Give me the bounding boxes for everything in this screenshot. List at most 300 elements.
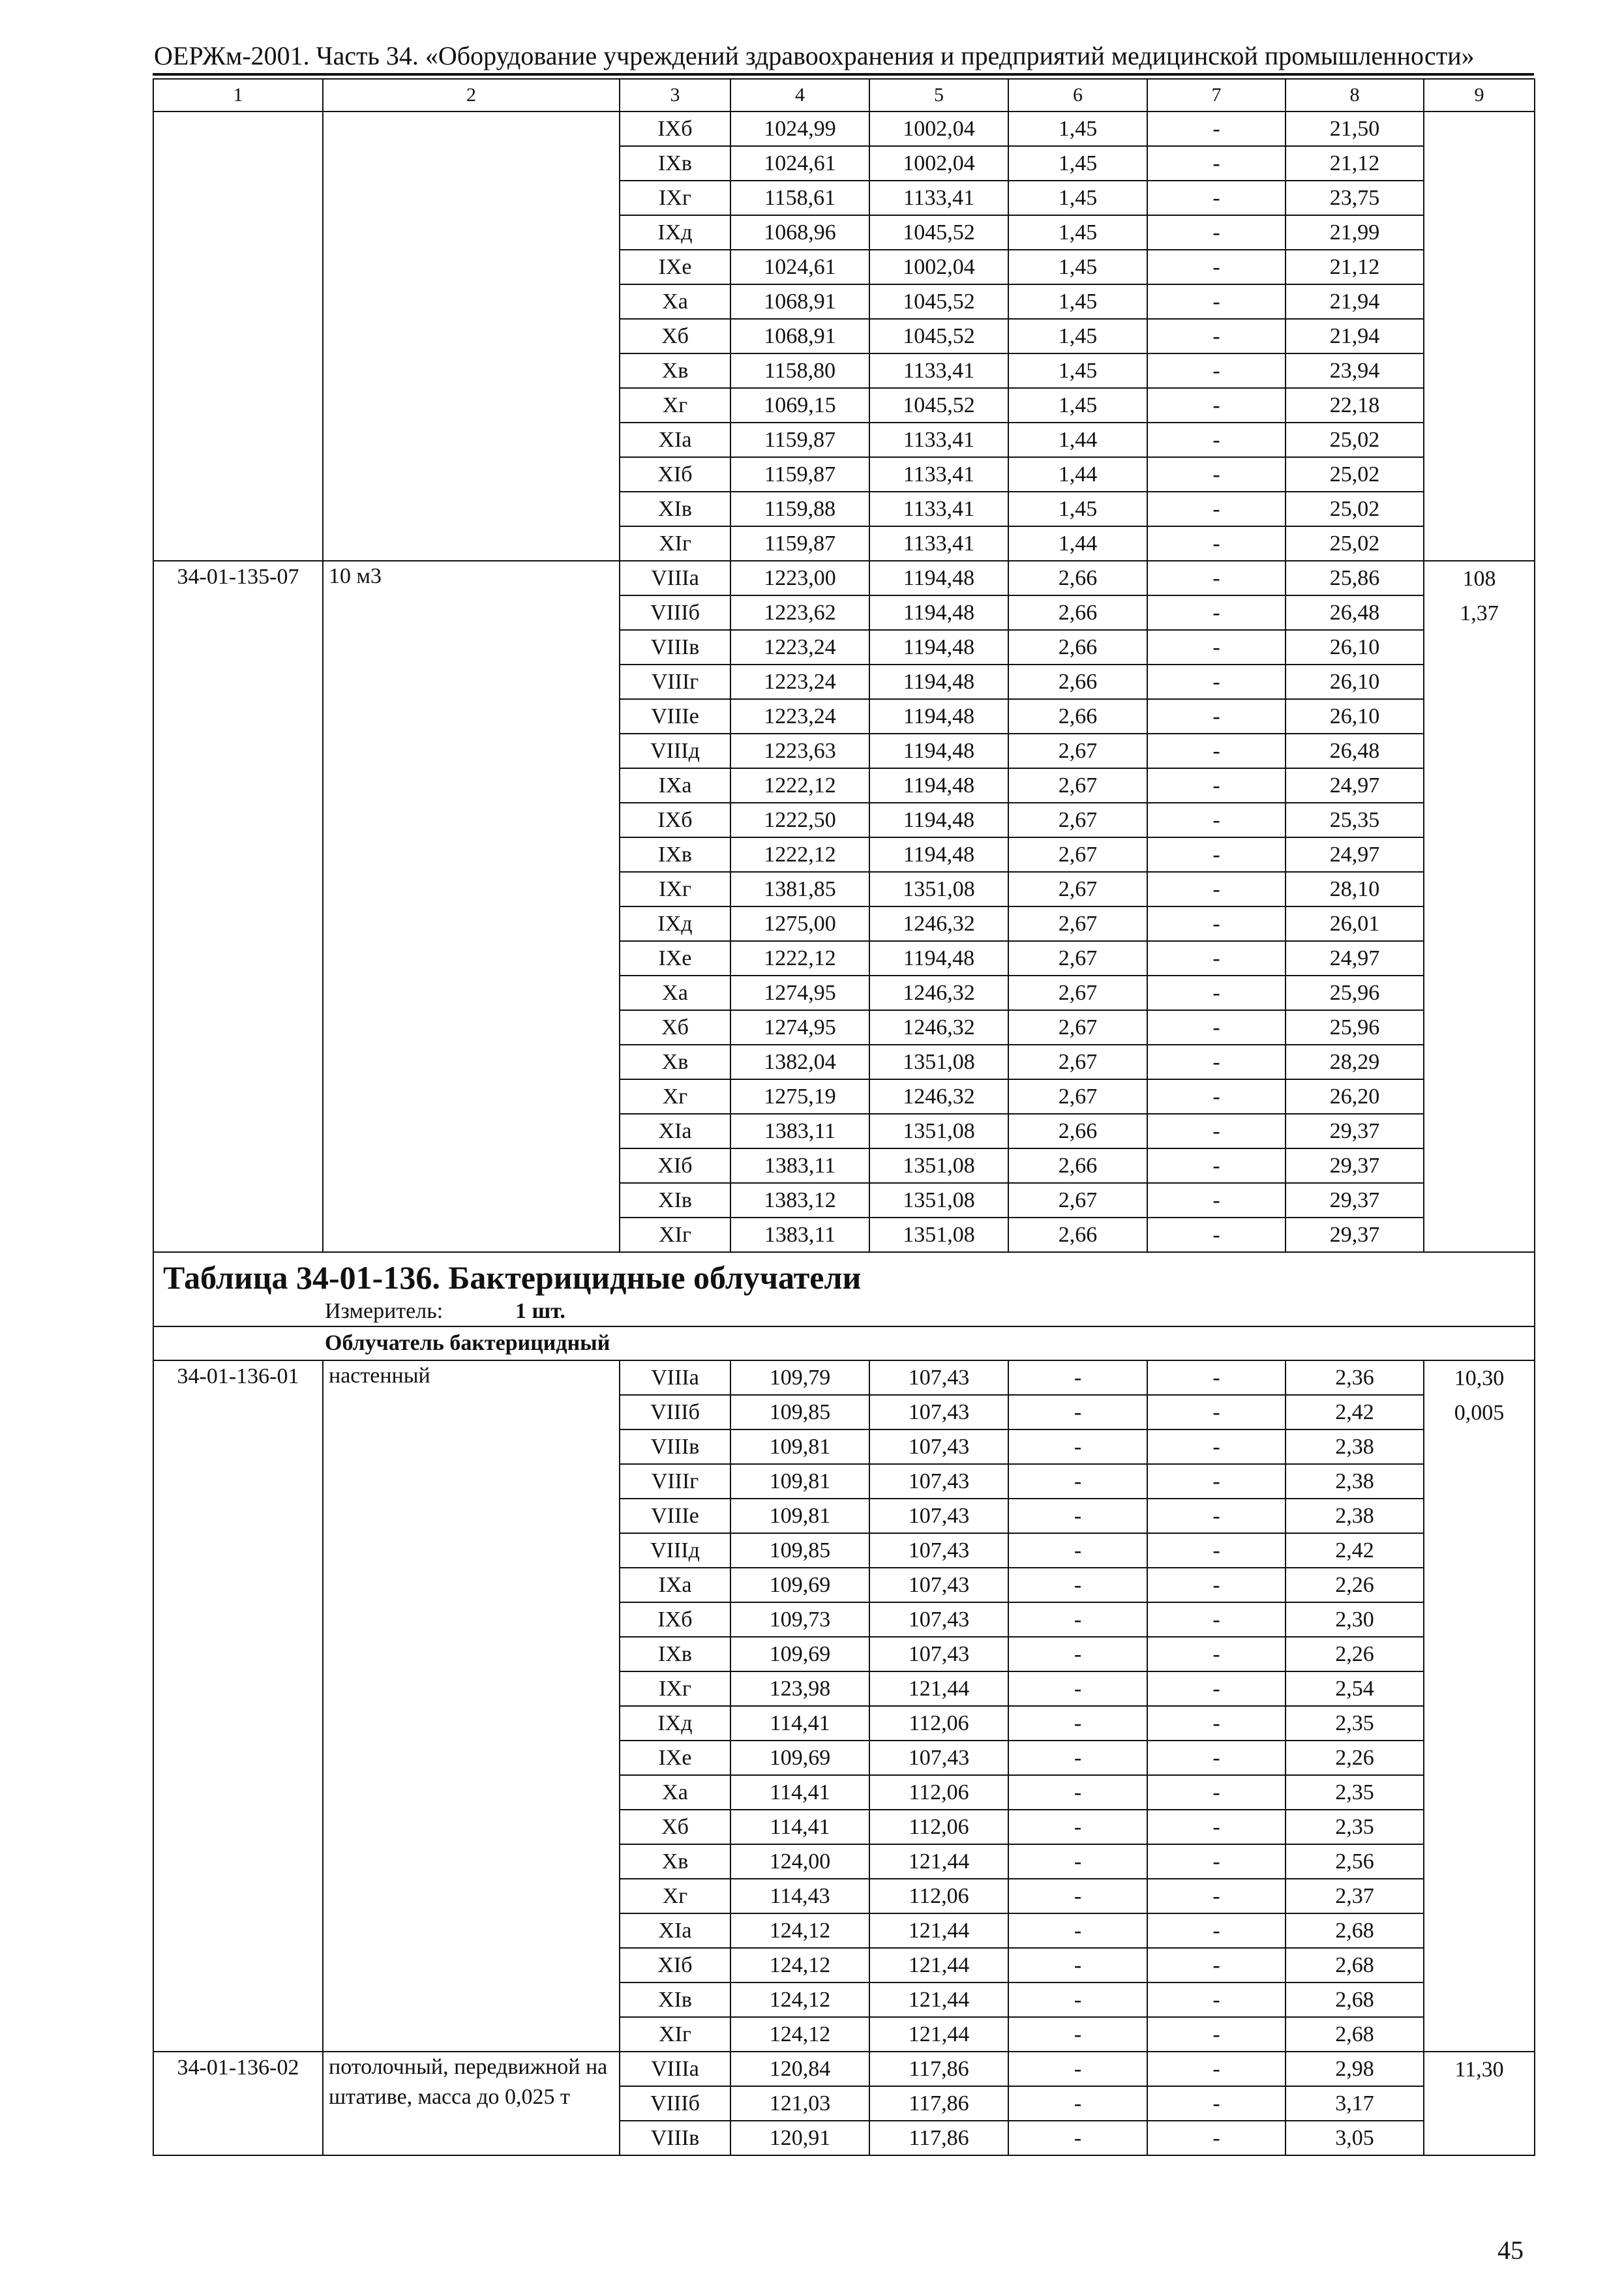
- machine-cost-cell: 2,67: [1008, 1079, 1147, 1114]
- machinist-wages-cell: -: [1147, 319, 1286, 353]
- machine-cost-cell: 2,67: [1008, 872, 1147, 906]
- materials-cost-cell: 26,10: [1286, 665, 1424, 699]
- total-cost-cell: 1158,80: [730, 353, 869, 388]
- machine-cost-cell: -: [1008, 1948, 1147, 1982]
- materials-cost-cell: 24,97: [1286, 941, 1424, 976]
- machine-cost-cell: -: [1008, 1706, 1147, 1741]
- machine-cost-cell: 2,67: [1008, 1010, 1147, 1045]
- rates-table: [153, 78, 1535, 2156]
- materials-cost-cell: 25,02: [1286, 492, 1424, 526]
- materials-cost-cell: 2,35: [1286, 1706, 1424, 1741]
- materials-cost-cell: 26,01: [1286, 906, 1424, 941]
- total-cost-cell: 1024,99: [730, 112, 869, 146]
- wages-cell: 1194,48: [869, 837, 1008, 872]
- materials-cost-cell: 2,35: [1286, 1810, 1424, 1844]
- zone-cell: VIIIе: [620, 1499, 730, 1533]
- total-cost-cell: 120,84: [730, 2052, 869, 2086]
- zone-cell: XIб: [620, 1948, 730, 1982]
- wages-cell: 1194,48: [869, 941, 1008, 976]
- machinist-wages-cell: -: [1147, 1045, 1286, 1079]
- total-cost-cell: 1383,11: [730, 1218, 869, 1252]
- zone-cell: Xг: [620, 388, 730, 423]
- machinist-wages-cell: -: [1147, 630, 1286, 665]
- machine-cost-cell: 1,45: [1008, 492, 1147, 526]
- materials-cost-cell: 25,86: [1286, 561, 1424, 595]
- wages-cell: 107,43: [869, 1568, 1008, 1602]
- machine-cost-cell: 2,67: [1008, 1183, 1147, 1218]
- zone-cell: Xа: [620, 284, 730, 319]
- unit-of-measure: [163, 1298, 1534, 1324]
- machinist-wages-cell: -: [1147, 1148, 1286, 1183]
- materials-cost-cell: 25,96: [1286, 1010, 1424, 1045]
- wages-cell: 107,43: [869, 1429, 1008, 1464]
- total-cost-cell: 124,12: [730, 1982, 869, 2017]
- item-code-cell: [153, 112, 323, 561]
- total-cost-cell: 1274,95: [730, 976, 869, 1010]
- section-heading-cell: [153, 1252, 1535, 1326]
- zone-cell: VIIIг: [620, 1464, 730, 1499]
- machine-cost-cell: -: [1008, 1671, 1147, 1706]
- machinist-wages-cell: -: [1147, 423, 1286, 457]
- total-cost-cell: 120,91: [730, 2121, 869, 2155]
- materials-cost-cell: 2,26: [1286, 1741, 1424, 1775]
- materials-cost-cell: 2,42: [1286, 1395, 1424, 1429]
- wages-cell: 107,43: [869, 1464, 1008, 1499]
- wages-cell: 1351,08: [869, 1183, 1008, 1218]
- machinist-wages-cell: -: [1147, 526, 1286, 561]
- table-row: [153, 561, 1535, 595]
- machinist-wages-cell: -: [1147, 1775, 1286, 1810]
- item-name-cell: настенный: [323, 1360, 620, 2052]
- machinist-wages-cell: -: [1147, 561, 1286, 595]
- col9-value-2: 0,005: [1454, 1401, 1505, 1425]
- materials-cost-cell: 29,37: [1286, 1114, 1424, 1148]
- wages-cell: 1194,48: [869, 699, 1008, 734]
- total-cost-cell: 1222,12: [730, 768, 869, 803]
- total-cost-cell: 124,12: [730, 1948, 869, 1982]
- total-cost-cell: 1159,87: [730, 423, 869, 457]
- machine-cost-cell: -: [1008, 1982, 1147, 2017]
- machinist-wages-cell: -: [1147, 1671, 1286, 1706]
- materials-cost-cell: 3,17: [1286, 2086, 1424, 2121]
- wages-cell: 107,43: [869, 1533, 1008, 1568]
- group-title-row: [153, 1326, 1535, 1360]
- materials-cost-cell: 28,10: [1286, 872, 1424, 906]
- machine-cost-cell: -: [1008, 2017, 1147, 2052]
- machinist-wages-cell: -: [1147, 353, 1286, 388]
- header-rule: [153, 73, 1534, 76]
- total-cost-cell: 1223,24: [730, 630, 869, 665]
- machine-cost-cell: 2,67: [1008, 803, 1147, 837]
- total-cost-cell: 1223,24: [730, 699, 869, 734]
- machine-cost-cell: 2,66: [1008, 630, 1147, 665]
- zone-cell: IXг: [620, 181, 730, 215]
- wages-cell: 107,43: [869, 1637, 1008, 1671]
- materials-cost-cell: 2,42: [1286, 1533, 1424, 1568]
- machinist-wages-cell: -: [1147, 1810, 1286, 1844]
- table-row: [153, 2052, 1535, 2086]
- zone-cell: IXб: [620, 112, 730, 146]
- machine-cost-cell: 1,45: [1008, 319, 1147, 353]
- zone-cell: Xа: [620, 1775, 730, 1810]
- zone-cell: VIIIв: [620, 2121, 730, 2155]
- materials-cost-cell: 2,56: [1286, 1844, 1424, 1879]
- total-cost-cell: 1223,62: [730, 595, 869, 630]
- total-cost-cell: 1382,04: [730, 1045, 869, 1079]
- materials-cost-cell: 2,68: [1286, 2017, 1424, 2052]
- total-cost-cell: 109,69: [730, 1568, 869, 1602]
- zone-cell: IXб: [620, 803, 730, 837]
- machinist-wages-cell: -: [1147, 1844, 1286, 1879]
- machine-cost-cell: 1,45: [1008, 181, 1147, 215]
- wages-cell: 1194,48: [869, 595, 1008, 630]
- machinist-wages-cell: -: [1147, 1948, 1286, 1982]
- document-header-title: ОЕРЖм-2001. Часть 34. «Оборудование учреждений здравоохранения и предприятий медицинской промышленности»: [154, 41, 1475, 70]
- machine-cost-cell: -: [1008, 1429, 1147, 1464]
- materials-cost-cell: 21,12: [1286, 146, 1424, 181]
- materials-cost-cell: 26,48: [1286, 734, 1424, 768]
- wages-cell: 1133,41: [869, 423, 1008, 457]
- column-number-8: 8: [1286, 79, 1424, 112]
- wages-cell: 1045,52: [869, 284, 1008, 319]
- column-number-5: 5: [869, 79, 1008, 112]
- materials-cost-cell: 22,18: [1286, 388, 1424, 423]
- machinist-wages-cell: -: [1147, 941, 1286, 976]
- wages-cell: 1133,41: [869, 457, 1008, 492]
- column-number-6: 6: [1008, 79, 1147, 112]
- machinist-wages-cell: -: [1147, 1913, 1286, 1948]
- wages-cell: 1246,32: [869, 1079, 1008, 1114]
- machine-cost-cell: -: [1008, 1533, 1147, 1568]
- zone-cell: VIIIа: [620, 561, 730, 595]
- zone-cell: VIIIб: [620, 595, 730, 630]
- zone-cell: Xб: [620, 319, 730, 353]
- zone-cell: IXг: [620, 872, 730, 906]
- materials-cost-cell: 3,05: [1286, 2121, 1424, 2155]
- materials-cost-cell: 29,37: [1286, 1183, 1424, 1218]
- total-cost-cell: 114,41: [730, 1810, 869, 1844]
- zone-cell: XIг: [620, 2017, 730, 2052]
- machinist-wages-cell: -: [1147, 734, 1286, 768]
- machinist-wages-cell: -: [1147, 2086, 1286, 2121]
- col9-value-1: 108: [1462, 567, 1496, 591]
- total-cost-cell: 124,00: [730, 1844, 869, 1879]
- materials-cost-cell: 2,38: [1286, 1429, 1424, 1464]
- zone-cell: XIа: [620, 1114, 730, 1148]
- machine-cost-cell: -: [1008, 1810, 1147, 1844]
- total-cost-cell: 109,69: [730, 1637, 869, 1671]
- zone-cell: Xв: [620, 1844, 730, 1879]
- machinist-wages-cell: -: [1147, 1114, 1286, 1148]
- total-cost-cell: 1068,96: [730, 215, 869, 250]
- materials-cost-cell: 2,68: [1286, 1948, 1424, 1982]
- wages-cell: 1194,48: [869, 734, 1008, 768]
- materials-cost-cell: 21,12: [1286, 250, 1424, 284]
- total-cost-cell: 114,41: [730, 1706, 869, 1741]
- total-cost-cell: 1223,24: [730, 665, 869, 699]
- total-cost-cell: 109,81: [730, 1429, 869, 1464]
- materials-cost-cell: 25,02: [1286, 457, 1424, 492]
- machinist-wages-cell: -: [1147, 976, 1286, 1010]
- zone-cell: XIб: [620, 457, 730, 492]
- wages-cell: 1194,48: [869, 630, 1008, 665]
- column-number-row: [153, 79, 1535, 112]
- total-cost-cell: 1383,12: [730, 1183, 869, 1218]
- zone-cell: VIIIа: [620, 1360, 730, 1395]
- materials-cost-cell: 21,94: [1286, 319, 1424, 353]
- zone-cell: IXа: [620, 768, 730, 803]
- machine-cost-cell: 1,45: [1008, 284, 1147, 319]
- wages-cell: 107,43: [869, 1741, 1008, 1775]
- column-number-7: 7: [1147, 79, 1286, 112]
- machinist-wages-cell: -: [1147, 112, 1286, 146]
- unit-label: Измеритель:: [325, 1299, 444, 1323]
- materials-cost-cell: 26,20: [1286, 1079, 1424, 1114]
- zone-cell: XIг: [620, 1218, 730, 1252]
- machine-cost-cell: 1,45: [1008, 250, 1147, 284]
- zone-cell: Xб: [620, 1810, 730, 1844]
- wages-cell: 1045,52: [869, 319, 1008, 353]
- wages-cell: 112,06: [869, 1775, 1008, 1810]
- col9-value-2: 1,37: [1460, 601, 1499, 625]
- wages-cell: 121,44: [869, 2017, 1008, 2052]
- machine-cost-cell: 2,67: [1008, 941, 1147, 976]
- machinist-wages-cell: -: [1147, 1010, 1286, 1045]
- wages-cell: 1002,04: [869, 112, 1008, 146]
- zone-cell: Xа: [620, 976, 730, 1010]
- zone-cell: Xв: [620, 353, 730, 388]
- wages-cell: 117,86: [869, 2052, 1008, 2086]
- col9-value-1: 10,30: [1454, 1366, 1505, 1390]
- machinist-wages-cell: -: [1147, 803, 1286, 837]
- zone-cell: XIв: [620, 1982, 730, 2017]
- machine-cost-cell: -: [1008, 1775, 1147, 1810]
- materials-cost-cell: 29,37: [1286, 1148, 1424, 1183]
- machinist-wages-cell: -: [1147, 1533, 1286, 1568]
- machinist-wages-cell: -: [1147, 1637, 1286, 1671]
- machinist-wages-cell: -: [1147, 1079, 1286, 1114]
- machine-cost-cell: 1,45: [1008, 215, 1147, 250]
- page-number: 45: [1497, 2236, 1524, 2265]
- machine-cost-cell: 1,44: [1008, 457, 1147, 492]
- machinist-wages-cell: -: [1147, 1464, 1286, 1499]
- materials-cost-cell: 2,68: [1286, 1982, 1424, 2017]
- table-row: [153, 112, 1535, 146]
- materials-cost-cell: 21,50: [1286, 112, 1424, 146]
- machine-cost-cell: 2,66: [1008, 595, 1147, 630]
- col9-cell: [1424, 112, 1535, 561]
- column-number-2: 2: [323, 79, 620, 112]
- col9-cell: [1424, 1360, 1535, 2052]
- wages-cell: 1351,08: [869, 1045, 1008, 1079]
- wages-cell: 117,86: [869, 2086, 1008, 2121]
- machine-cost-cell: -: [1008, 2052, 1147, 2086]
- wages-cell: 121,44: [869, 1982, 1008, 2017]
- total-cost-cell: 1381,85: [730, 872, 869, 906]
- machine-cost-cell: 2,66: [1008, 1218, 1147, 1252]
- total-cost-cell: 1274,95: [730, 1010, 869, 1045]
- machine-cost-cell: 2,67: [1008, 837, 1147, 872]
- wages-cell: 1194,48: [869, 768, 1008, 803]
- zone-cell: VIIIв: [620, 630, 730, 665]
- wages-cell: 1045,52: [869, 388, 1008, 423]
- zone-cell: Xб: [620, 1010, 730, 1045]
- machinist-wages-cell: -: [1147, 215, 1286, 250]
- machinist-wages-cell: -: [1147, 388, 1286, 423]
- total-cost-cell: 109,81: [730, 1499, 869, 1533]
- zone-cell: IXд: [620, 906, 730, 941]
- zone-cell: VIIIе: [620, 699, 730, 734]
- machinist-wages-cell: -: [1147, 1879, 1286, 1913]
- zone-cell: IXг: [620, 1671, 730, 1706]
- machine-cost-cell: 1,45: [1008, 112, 1147, 146]
- machinist-wages-cell: -: [1147, 768, 1286, 803]
- total-cost-cell: 109,81: [730, 1464, 869, 1499]
- total-cost-cell: 109,85: [730, 1395, 869, 1429]
- total-cost-cell: 109,73: [730, 1602, 869, 1637]
- machinist-wages-cell: -: [1147, 1741, 1286, 1775]
- wages-cell: 1133,41: [869, 353, 1008, 388]
- table-row: [153, 1360, 1535, 1395]
- zone-cell: VIIIб: [620, 1395, 730, 1429]
- zone-cell: VIIIг: [620, 665, 730, 699]
- materials-cost-cell: 21,94: [1286, 284, 1424, 319]
- wages-cell: 112,06: [869, 1706, 1008, 1741]
- wages-cell: 1133,41: [869, 181, 1008, 215]
- wages-cell: 1194,48: [869, 803, 1008, 837]
- total-cost-cell: 1223,00: [730, 561, 869, 595]
- materials-cost-cell: 21,99: [1286, 215, 1424, 250]
- machine-cost-cell: 2,66: [1008, 1148, 1147, 1183]
- total-cost-cell: 1222,50: [730, 803, 869, 837]
- machine-cost-cell: 2,66: [1008, 665, 1147, 699]
- wages-cell: 117,86: [869, 2121, 1008, 2155]
- machine-cost-cell: -: [1008, 1844, 1147, 1879]
- machinist-wages-cell: -: [1147, 1429, 1286, 1464]
- zone-cell: XIа: [620, 1913, 730, 1948]
- machine-cost-cell: -: [1008, 2121, 1147, 2155]
- machinist-wages-cell: -: [1147, 1982, 1286, 2017]
- zone-cell: IXд: [620, 1706, 730, 1741]
- machinist-wages-cell: -: [1147, 1706, 1286, 1741]
- wages-cell: 107,43: [869, 1395, 1008, 1429]
- materials-cost-cell: 2,37: [1286, 1879, 1424, 1913]
- materials-cost-cell: 2,26: [1286, 1568, 1424, 1602]
- materials-cost-cell: 26,48: [1286, 595, 1424, 630]
- machine-cost-cell: 1,44: [1008, 423, 1147, 457]
- machine-cost-cell: -: [1008, 1568, 1147, 1602]
- machinist-wages-cell: -: [1147, 1499, 1286, 1533]
- wages-cell: 107,43: [869, 1499, 1008, 1533]
- materials-cost-cell: 26,10: [1286, 630, 1424, 665]
- machine-cost-cell: 2,67: [1008, 906, 1147, 941]
- column-number-3: 3: [620, 79, 730, 112]
- zone-cell: IXб: [620, 1602, 730, 1637]
- machinist-wages-cell: -: [1147, 699, 1286, 734]
- wages-cell: 121,44: [869, 1913, 1008, 1948]
- total-cost-cell: 1223,63: [730, 734, 869, 768]
- total-cost-cell: 1069,15: [730, 388, 869, 423]
- machine-cost-cell: -: [1008, 1879, 1147, 1913]
- total-cost-cell: 109,79: [730, 1360, 869, 1395]
- machinist-wages-cell: -: [1147, 906, 1286, 941]
- total-cost-cell: 1068,91: [730, 319, 869, 353]
- machine-cost-cell: 2,67: [1008, 1045, 1147, 1079]
- machine-cost-cell: -: [1008, 1395, 1147, 1429]
- machine-cost-cell: 1,44: [1008, 526, 1147, 561]
- total-cost-cell: 1383,11: [730, 1148, 869, 1183]
- zone-cell: XIа: [620, 423, 730, 457]
- zone-cell: VIIIв: [620, 1429, 730, 1464]
- zone-cell: XIв: [620, 1183, 730, 1218]
- wages-cell: 121,44: [869, 1948, 1008, 1982]
- wages-cell: 121,44: [869, 1671, 1008, 1706]
- materials-cost-cell: 23,94: [1286, 353, 1424, 388]
- materials-cost-cell: 28,29: [1286, 1045, 1424, 1079]
- total-cost-cell: 109,85: [730, 1533, 869, 1568]
- machine-cost-cell: -: [1008, 1602, 1147, 1637]
- machinist-wages-cell: -: [1147, 1218, 1286, 1252]
- wages-cell: 1002,04: [869, 250, 1008, 284]
- wages-cell: 1133,41: [869, 492, 1008, 526]
- materials-cost-cell: 2,68: [1286, 1913, 1424, 1948]
- wages-cell: 1246,32: [869, 906, 1008, 941]
- wages-cell: 1194,48: [869, 561, 1008, 595]
- column-number-9: 9: [1424, 79, 1535, 112]
- total-cost-cell: 1383,11: [730, 1114, 869, 1148]
- item-code-cell: 34-01-136-01: [153, 1360, 323, 2052]
- column-number-1: 1: [153, 79, 323, 112]
- wages-cell: 1045,52: [869, 215, 1008, 250]
- col9-cell: [1424, 561, 1535, 1252]
- wages-cell: 1194,48: [869, 665, 1008, 699]
- materials-cost-cell: 2,38: [1286, 1499, 1424, 1533]
- total-cost-cell: 1159,88: [730, 492, 869, 526]
- machine-cost-cell: 2,66: [1008, 1114, 1147, 1148]
- machine-cost-cell: 1,45: [1008, 146, 1147, 181]
- machinist-wages-cell: -: [1147, 457, 1286, 492]
- wages-cell: 112,06: [869, 1810, 1008, 1844]
- machine-cost-cell: 2,67: [1008, 768, 1147, 803]
- machinist-wages-cell: -: [1147, 595, 1286, 630]
- materials-cost-cell: 24,97: [1286, 768, 1424, 803]
- total-cost-cell: 1275,19: [730, 1079, 869, 1114]
- machinist-wages-cell: -: [1147, 181, 1286, 215]
- machine-cost-cell: -: [1008, 1499, 1147, 1533]
- machine-cost-cell: -: [1008, 1741, 1147, 1775]
- zone-cell: IXв: [620, 837, 730, 872]
- materials-cost-cell: 2,26: [1286, 1637, 1424, 1671]
- total-cost-cell: 121,03: [730, 2086, 869, 2121]
- materials-cost-cell: 29,37: [1286, 1218, 1424, 1252]
- machinist-wages-cell: -: [1147, 284, 1286, 319]
- machine-cost-cell: 2,66: [1008, 699, 1147, 734]
- wages-cell: 1351,08: [869, 1114, 1008, 1148]
- zone-cell: VIIIб: [620, 2086, 730, 2121]
- total-cost-cell: 114,41: [730, 1775, 869, 1810]
- materials-cost-cell: 23,75: [1286, 181, 1424, 215]
- total-cost-cell: 109,69: [730, 1741, 869, 1775]
- machinist-wages-cell: -: [1147, 2017, 1286, 2052]
- materials-cost-cell: 2,54: [1286, 1671, 1424, 1706]
- wages-cell: 1133,41: [869, 526, 1008, 561]
- zone-cell: IXа: [620, 1568, 730, 1602]
- materials-cost-cell: 25,96: [1286, 976, 1424, 1010]
- total-cost-cell: 114,43: [730, 1879, 869, 1913]
- zone-cell: XIг: [620, 526, 730, 561]
- machinist-wages-cell: -: [1147, 872, 1286, 906]
- zone-cell: IXв: [620, 146, 730, 181]
